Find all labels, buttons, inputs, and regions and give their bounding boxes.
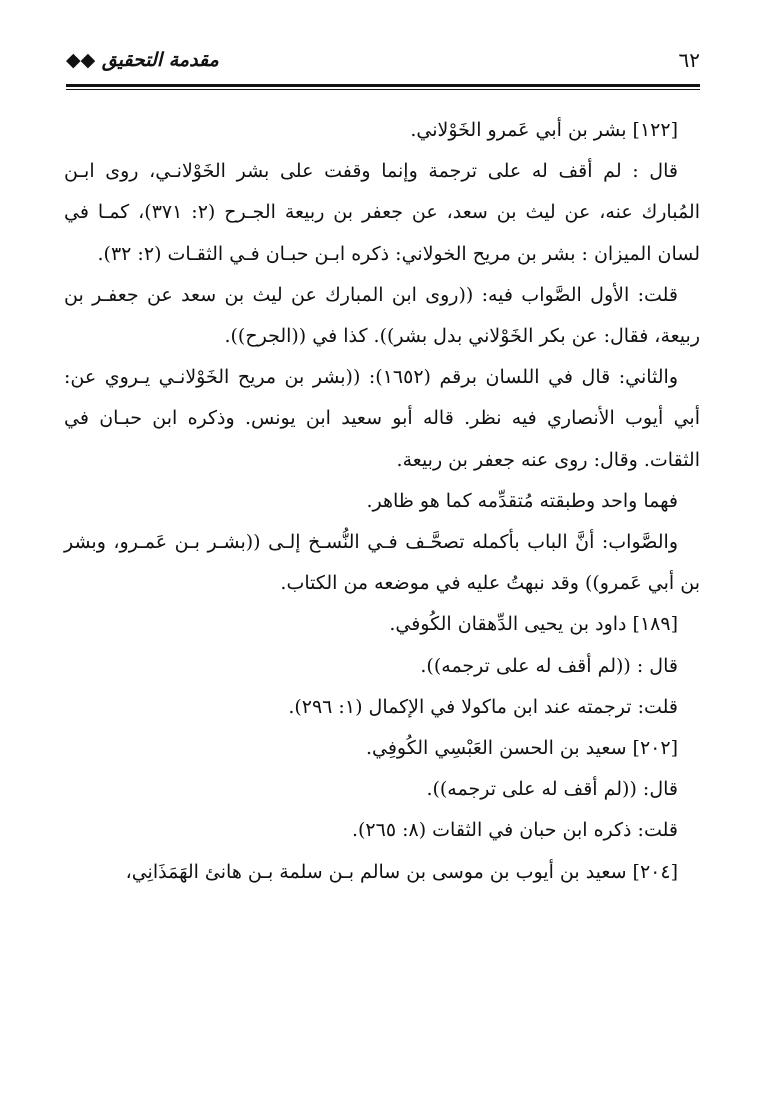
paragraph: قال: ((لم أقف له على ترجمه)). [426, 778, 678, 801]
paragraph: قلت: ترجمته عند ابن ماكولا في الإكمال (١: ٢٩٦). [288, 695, 678, 718]
page-number: ٦٢ [678, 48, 700, 72]
paragraph: فهما واحد وطبقته مُتقدِّمه كما هو ظاهر. [366, 489, 678, 512]
running-title: مقدمة التحقيق ◆◆ [66, 49, 219, 71]
entry-heading: [١٨٩] داود بن يحيى الدِّهقان الكُوفي. [389, 613, 678, 636]
page-header [66, 40, 700, 80]
paragraph: قلت: ذكره ابن حبان في الثقات (٨: ٢٦٥). [351, 819, 678, 842]
header-rule [66, 84, 700, 87]
entry-heading: [١٢٢] بشر بن أبي عَمرو الخَوْلاني. [410, 119, 678, 141]
paragraph: والثاني: قال في اللسان برقم (١٦٥٢): ((بشر بن مريح الخَوْلانـي يـروي عن: أبي أيوب الأنصاري فيه نظر. قاله أبو سعيد ابن يونس. وذكره ابن حبـان في الثقات. وقال: روى عنه جعفر بن ربيعة. [64, 366, 700, 471]
paragraph: قلت: الأول الصَّواب فيه: ((روى ابن المبارك عن ليث بن سعد عن جعفـر بن ربيعة، فقال: عن بكر الخَوْلاني بدل بشر)). كذا في ((الجرح)). [64, 283, 700, 348]
page-body [64, 110, 700, 1061]
entry-heading: [٢٠٤] سعيد بن أيوب بن موسى بن سالم بـن سلمة بـن هانئ الهَمَذَانِي، [125, 860, 678, 883]
paragraph: والصَّواب: أنَّ الباب بأكمله تصحَّـف فـي النُّسـخ إلـى ((بشـر بـن عَمـرو، وبشر بن أبي عَمرو)) وقد نبهتُ عليه في موضعه من الكتاب. [64, 531, 700, 595]
paragraph: قال : ((لم أقف له على ترجمه)). [420, 654, 678, 677]
entry-heading: [٢٠٢] سعيد بن الحسن العَبْسِي الكُوفِي. [365, 737, 678, 760]
paragraph: قال : لم أقف له على ترجمة وإنما وقفت على بشر الخَوْلانـي، روى ابـن المُبارك عنه، عن ليث بن سعد، عن جعفر بن ربيعة الجـرح (٢: ٣٧١)، كمـا في لسان الميزان : بشر بن مريح الخولاني: ذكره ابـن حبـان فـي الثقـات (٢: ٣٢). [64, 160, 701, 265]
header-rule-thin [66, 89, 700, 90]
